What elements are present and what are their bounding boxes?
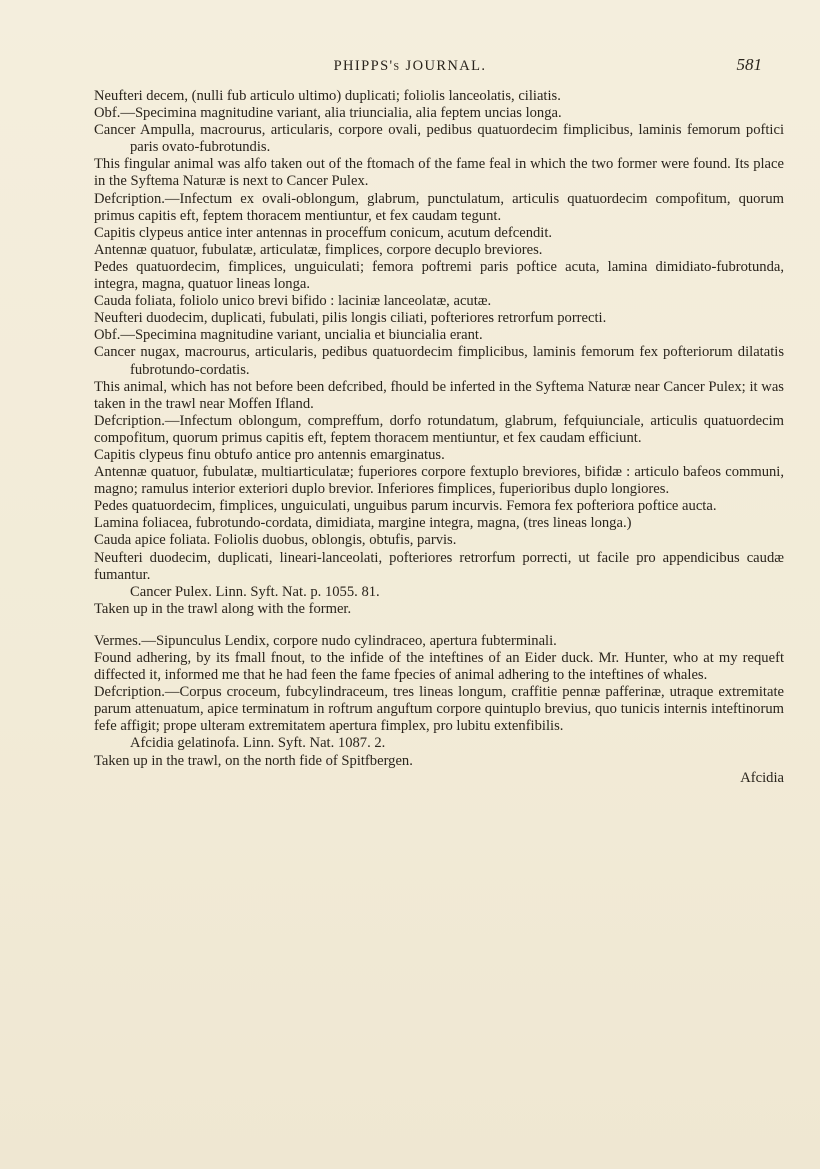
paragraph: This animal, which has not before been defcribed, fhould be inferted in the Syftema Naturæ near Cancer Pulex; it was taken in the trawl near Moffen Ifland. xyxy=(94,378,784,412)
paragraph: Capitis clypeus finu obtufo antice pro antennis emarginatus. xyxy=(94,446,445,463)
paragraph: Defcription.—Infectum oblongum, compreffum, dorfo rotundatum, glabrum, fefquiunciale, articulis quatuordecim compofitum, quorum primus capitis eft, feptem thoracem mentiuntur, et fex caudam efficiunt. xyxy=(94,412,784,446)
paragraph: Found adhering, by its fmall fnout, to the infide of the inteftines of an Eider duck. Mr. Hunter, who at my requeft diffected it, informed me that he had feen the fame fpecies of animal adhering to the inteftines of whales. xyxy=(94,650,784,684)
citation: Cancer Pulex. Linn. Syft. Nat. p. 1055. 81. xyxy=(130,583,380,600)
paragraph: Cancer Ampulla, macrourus, articularis, corpore ovali, pedibus quatuordecim fimplicibus, laminis femorum poftici paris ovato-fubrotundis. xyxy=(94,122,784,156)
paragraph: Obf.—Specimina magnitudine variant, uncialia et biuncialia erant. xyxy=(94,327,483,344)
paragraph: Antennæ quatuor, fubulatæ, multiarticulatæ; fuperiores corpore fextuplo breviores, bifidæ : articulo bafeos communi, magno; ramulus interior exteriori duplo brevior. Inferiores fimplices, fuperioribus duplo longiores. xyxy=(94,464,784,498)
running-head: PHIPPS's JOURNAL. xyxy=(333,58,487,74)
paragraph: Pedes quatuordecim, fimplices, unguiculati; femora poftremi paris poftice acuta, lamina dimidiato-fubrotunda, integra, magna, quatuor lineas longa. xyxy=(94,258,784,293)
paragraph: Pedes quatuordecim, fimplices, unguiculati, unguibus parum incurvis. Femora fex pofteriora poftice aucta. xyxy=(94,498,717,515)
section-heading-paragraph: Vermes.—Sipunculus Lendix, corpore nudo cylindraceo, apertura fubterminali. xyxy=(94,632,557,649)
paragraph: Taken up in the trawl along with the former. xyxy=(94,600,352,617)
paragraph: Neufteri duodecim, duplicati, lineari-lanceolati, pofteriores retrorfum porrecti, ut facile pro appendicibus caudæ fumantur. xyxy=(94,549,784,583)
citation: Afcidia gelatinofa. Linn. Syft. Nat. 1087. 2. xyxy=(130,735,386,752)
text-body xyxy=(94,88,784,787)
paragraph: Taken up in the trawl, on the north fide of Spitfbergen. xyxy=(94,752,413,769)
catchword: Afcidia xyxy=(740,769,784,786)
paragraph: This fingular animal was alfo taken out of the ftomach of the fame feal in which the two former were found. Its place in the Syftema Naturæ is next to Cancer Pulex. xyxy=(94,156,784,190)
paragraph: Neufteri decem, (nulli fub articulo ultimo) duplicati; foliolis lanceolatis, ciliatis. xyxy=(94,88,561,104)
page-header xyxy=(0,55,820,82)
section-gap xyxy=(94,618,784,633)
paragraph: Defcription.—Corpus croceum, fubcylindraceum, tres lineas longum, craffitie pennæ pafferinæ, utraque extremitate parum attenuatum, apice terminatum in roftrum anguftum corpore quintuplo brevius, quo tunicis internis inteftinorum fefe affigit; prope ulteram extremitatem apertura fimplex, pro lubitu extenfibilis. xyxy=(94,684,784,735)
paragraph: Lamina foliacea, fubrotundo-cordata, dimidiata, margine integra, magna, (tres lineas longa.) xyxy=(94,515,632,532)
paragraph: Obf.—Specimina magnitudine variant, alia triuncialia, alia feptem uncias longa. xyxy=(94,105,562,122)
paragraph: Neufteri duodecim, duplicati, fubulati, pilis longis ciliati, pofteriores retrorfum porrecti. xyxy=(94,310,607,327)
paragraph: Cauda apice foliata. Foliolis duobus, oblongis, obtufis, parvis. xyxy=(94,532,457,549)
paragraph: Capitis clypeus antice inter antennas in proceffum conicum, acutum defcendit. xyxy=(94,224,553,241)
paragraph: Cauda foliata, foliolo unico brevi bifido : laciniæ lanceolatæ, acutæ. xyxy=(94,293,492,310)
paragraph: Cancer nugax, macrourus, articularis, pedibus quatuordecim fimplicibus, laminis femorum fex pofteriorum dilatatis fubrotundo-cordatis. xyxy=(94,344,784,378)
paragraph: Defcription.—Infectum ex ovali-oblongum, glabrum, punctulatum, articulis quatuordecim compofitum, quorum primus capitis eft, feptem thoracem mentiuntur, et fex caudam tegunt. xyxy=(94,190,784,224)
paragraph: Antennæ quatuor, fubulatæ, articulatæ, fimplices, corpore decuplo breviores. xyxy=(94,241,543,258)
page-number: 581 xyxy=(736,55,762,74)
